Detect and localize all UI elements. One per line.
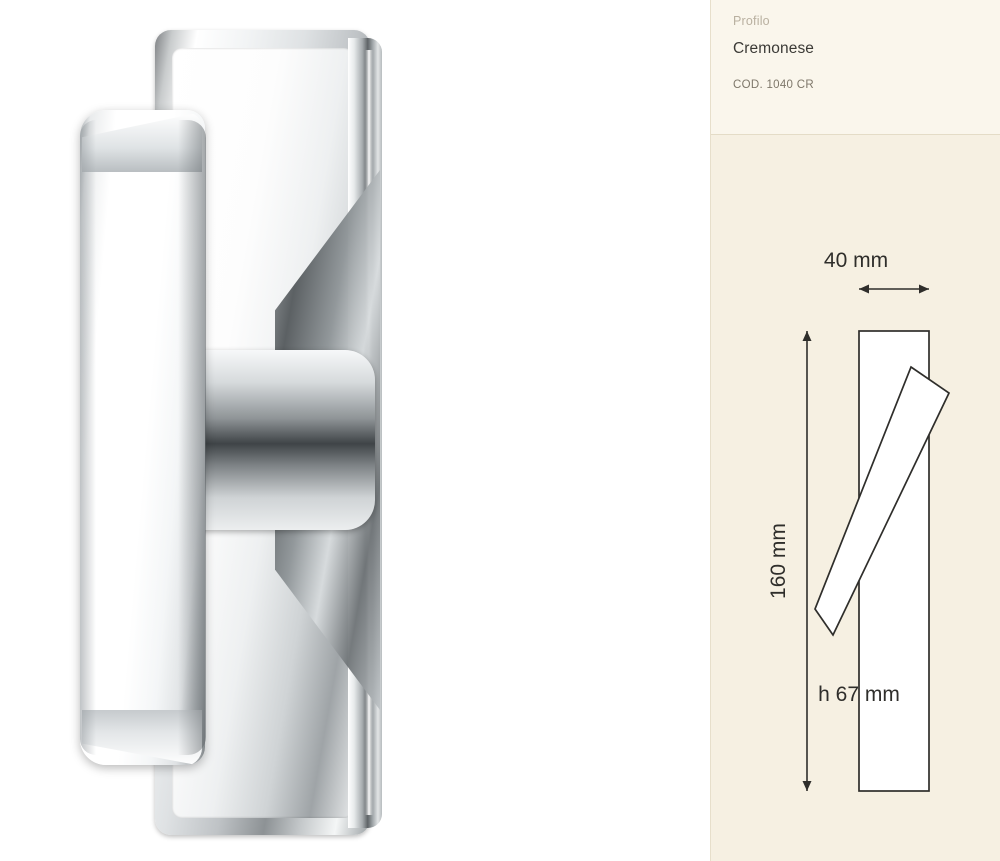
dimension-depth-label: h 67 mm: [818, 683, 900, 706]
product-code: COD. 1040 CR: [733, 79, 814, 91]
handle-lever-shadow-right: [178, 120, 206, 755]
handle-lever-shadow-left: [80, 120, 96, 755]
width-arrow-head-right: [919, 285, 929, 294]
product-name: Cremonese: [733, 40, 815, 57]
width-arrow-head-left: [859, 285, 869, 294]
dimension-height-label: 160 mm: [767, 523, 790, 599]
height-arrow-head-top: [803, 331, 812, 341]
height-arrow-head-bottom: [803, 781, 812, 791]
product-info-pane: [710, 0, 1000, 861]
technical-drawing: [711, 135, 1000, 861]
dimension-width-label: 40 mm: [823, 249, 889, 272]
window-handle-image: [60, 20, 400, 840]
handle-neck: [190, 350, 375, 530]
product-info-header: [711, 0, 1000, 135]
product-category-label: Profilo: [733, 14, 770, 28]
